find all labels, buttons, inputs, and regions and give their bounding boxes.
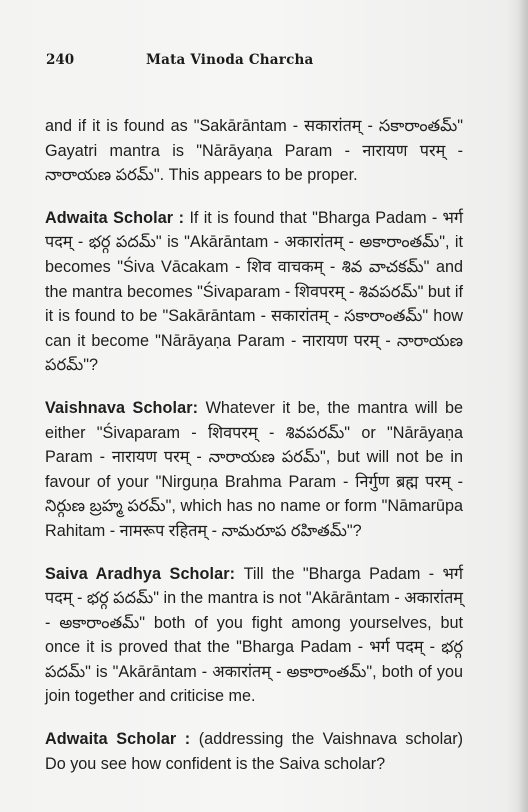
paragraph bbox=[45, 114, 463, 188]
page-body bbox=[45, 114, 463, 794]
paragraph-text: and if it is found as "Sakārāntam - सकारांतम् - సకారాంతమ్" Gayatri mantra is "Nārāyaṇa Param - नारायण परम् - నారాయణ పరమ్". This appears to be proper. bbox=[45, 117, 463, 185]
running-title: Mata Vinoda Charcha bbox=[146, 52, 314, 68]
speaker-label: Adwaita Scholar : bbox=[45, 208, 190, 227]
paragraph bbox=[45, 562, 463, 710]
paragraph-text: Whatever it be, the mantra will be either "Śivaparam - शिवपरम् - శివపరమ్" or "Nārāyaṇa Param - नारायण परम् - నారాయణ పరమ్", but will not be in favour of your "Nirguṇa Brahma Param - निर्गुण ब्रह्म परम् - నిర్గుణ బ్రహ్మ పరమ్", which has no name or form "Nāmarūpa Rahitam - नामरूप रहितम् - నామరూప రహితమ్"? bbox=[45, 398, 463, 540]
paragraph-text: Till the "Bharga Padam - भर्ग पदम् - భర్గ పదమ్" in the mantra is not "Akārāntam - अकारांतम् - అకారాంతమ్" both of you fight among yourselves, but once it is proved that the "Bharga Padam - भर्ग पदम् - భర్గ పదమ్" is "Akārāntam - अकारांतम् - అకారాంతమ్", both of you join together and criticise me. bbox=[45, 564, 463, 706]
page-number: 240 bbox=[46, 52, 75, 68]
paragraph bbox=[45, 206, 463, 378]
paragraph bbox=[45, 727, 463, 776]
speaker-label: Saiva Aradhya Scholar: bbox=[45, 564, 244, 583]
speaker-label: Adwaita Scholar : bbox=[45, 730, 199, 749]
speaker-label: Vaishnava Scholar: bbox=[45, 398, 206, 417]
paragraph-text: (addressing the Vaishnava scholar) Do you see how confident is the Saiva scholar? bbox=[45, 730, 464, 773]
page-edge-shadow bbox=[518, 0, 528, 812]
paragraph bbox=[45, 396, 463, 544]
paragraph-text: If it is found that "Bharga Padam - भर्ग पदम् - భర్గ పదమ్" is "Akārāntam - अकारांतम् - అకారాంతమ్", it becomes "Śiva Vācakam - शिव वाचकम् - శివ వాచకమ్" and the mantra becomes "Śivaparam - शिवपरम् - శివపరమ్" but if it is found to be "Sakārāntam - सकारांतम् - సకారాంతమ్" how can it become "Nārāyaṇa Param - नारायण परम् - నారాయణ పరమ్"? bbox=[45, 208, 463, 375]
